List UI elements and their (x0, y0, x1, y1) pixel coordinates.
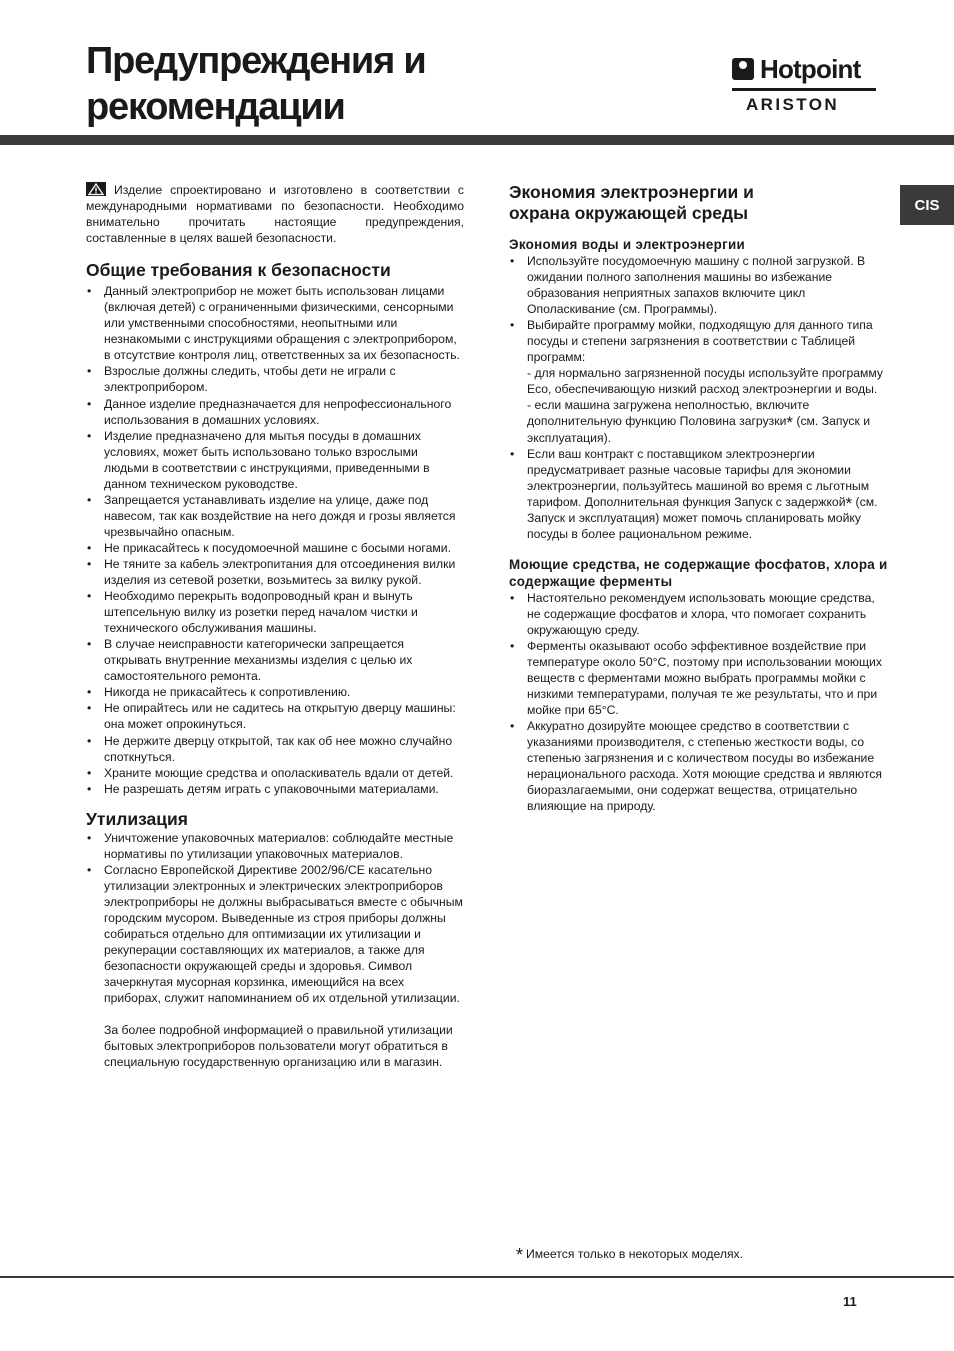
half-load-text: - если машина загружена неполностью, включите дополнительную функцию Половина загрузки (527, 398, 810, 429)
safety-list (86, 283, 464, 797)
eco-heading (509, 182, 889, 224)
list-item: • Не разрешать детям играть с упаковочными материалами. (86, 781, 464, 797)
safety-heading: Общие требования к безопасности (86, 260, 391, 281)
disposal-directive-text: Согласно Европейской Директиве 2002/96/CE касательно утилизации электронных и электрических электроприборов электроприборы не должны выбрасываться вместе с обычным городским мусором. Выведенные из строя приборы должны собираться отдельно для оптимизации их утилизации и рекуперации составляющих их материалов, а также для безопасности окружающей среды и здоровья. Символ зачеркнутая мусорная корзинка, имеющийся на всех приборах, служит напоминанием об их отдельной утилизации. (104, 862, 463, 1006)
footnote (516, 1246, 743, 1263)
list-item: • Не опирайтесь или не садитесь на открытую дверцу машины: она может опрокинуться. (86, 700, 464, 732)
detergent-list (509, 590, 889, 815)
intro-text: Изделие спроектировано и изготовлено в соответствии с международными нормативами по безопасности. Необходимо внимательно прочитать настоящие предупреждения, составленные в целях вашей безопасности. (86, 183, 464, 246)
logo-divider (732, 88, 876, 91)
list-item: • Никогда не прикасайтесь к сопротивлению. (86, 684, 464, 700)
left-column (86, 182, 464, 1070)
list-item: • Изделие предназначено для мытья посуды в домашних условиях, может быть использовано только взрослыми людьми в соответствии с инструкциями, приведенными в данном техническом руководстве. (86, 428, 464, 492)
eco-program-text: - для нормально загрязненной посуды используйте программу Eco, обеспечивающую низкий расход электроэнергии и воды. (527, 366, 884, 397)
list-item: • Данный электроприбор не может быть использован лицами (включая детей) с ограниченными физическими, сенсорными или умственными способностями, неопытными или незнакомыми с инструкциями обращения с электроприбором, в отсутствие контроля лиц, ответственных за их безопасность. (86, 283, 464, 363)
list-item: • Используйте посудомоечную машину с полной загрузкой. В ожидании полного заполнения машины во избежание образования неприятных запахов включите цикл Ополаскивание (см. Программы). (509, 253, 889, 317)
list-item (509, 317, 889, 445)
page-title (86, 38, 426, 130)
hotpoint-logo-icon (732, 58, 754, 80)
program-select-text: Выбирайте программу мойки, подходящую для данного типа посуды и степени загрязнения в соответствии с Таблицей программ: (527, 318, 873, 365)
list-item: • Не держите дверцу открытой, так как об нее можно случайно споткнуться. (86, 733, 464, 765)
list-item: • Запрещается устанавливать изделие на улице, даже под навесом, так как воздействие на него дождя и грозы является чрезвычайно опасным. (86, 492, 464, 540)
list-item: • Уничтожение упаковочных материалов: соблюдайте местные нормативы по утилизации упаковочных материалов. (86, 830, 464, 862)
footnote-text: Имеется только в некоторых моделях. (526, 1247, 744, 1261)
logo-brand-text: Hotpoint (760, 54, 861, 84)
warning-triangle-icon (86, 182, 106, 196)
list-item: • Храните моющие средства и ополаскиватель вдали от детей. (86, 765, 464, 781)
list-item: • Необходимо перекрыть водопроводный кран и вынуть штепсельную вилку из розетки перед началом чистки и технического обслуживания машины. (86, 588, 464, 636)
list-item: • Ферменты оказывают особо эффективное воздействие при температуре около 50°C, поэтому при использовании моющих веществ с ферментами можно выбрать программы мойки с низкими температурами, получая те же результаты, что и при мойке при 65°C. (509, 638, 889, 718)
footnote-asterisk: * (516, 1245, 524, 1265)
disposal-info-text: За более подробной информацией о правильной утилизации бытовых электроприборов пользователи могут обратиться в специальную государственную организацию или в магазин. (104, 1023, 453, 1070)
list-item: • В случае неисправности категорически запрещается открывать внутренние механизмы изделия с целью их самостоятельного ремонта. (86, 636, 464, 684)
delay-start-text: (см. Запуск и эксплуатация) может помочь спланировать мойку посуды в более рациональном режиме. (527, 494, 878, 541)
language-tab: CIS (900, 185, 954, 225)
list-item (86, 862, 464, 1071)
disposal-heading: Утилизация (86, 808, 189, 829)
list-item: • Не тяните за кабель электропитания для отсоединения вилки изделия из сетевой розетки, возьмитесь за вилку рукой. (86, 556, 464, 588)
list-item: • Взрослые должны следить, чтобы дети не играли с электроприбором. (86, 363, 464, 395)
list-item (509, 446, 889, 542)
header-divider-bar (0, 135, 954, 145)
brand-logo (730, 54, 876, 118)
eco-heading-line2: охрана окружающей среды (509, 203, 749, 223)
detergent-subheading: Моющие средства, не содержащие фосфатов, хлора и содержащие ферменты (509, 556, 888, 589)
list-item: • Аккуратно дозируйте моющее средство в соответствии с указаниями производителя, с степенью жесткости воды, со степенью загрязнения и с количеством посуды во избежание нерационального расхода. Хотя моющие средства и являются биоразлагаемыми, они содержат вещества, отрицательно влияющие на природу. (509, 718, 889, 814)
page-title-line2: рекомендации (86, 86, 345, 128)
eco-heading-line1: Экономия электроэнергии и (509, 182, 754, 202)
list-item: • Данное изделие предназначается для непрофессионального использования в домашних условиях. (86, 396, 464, 428)
right-column (509, 182, 889, 815)
tariff-text: Если ваш контракт с поставщиком электроэнергии предусматривает разные часовые тарифы для экономии электроэнергии, пользуйтесь машиной во время с льготным тарифом. Дополнительная функция Запуск с задержкой (527, 446, 870, 509)
footer-divider (0, 1276, 954, 1278)
page-number: 11 (843, 1294, 857, 1309)
disposal-list (86, 830, 464, 1071)
list-item: • Не прикасайтесь к посудомоечной машине с босыми ногами. (86, 540, 464, 556)
water-energy-subheading: Экономия воды и электроэнергии (509, 237, 746, 252)
half-load-ref-text: (см. Запуск и эксплуатация). (527, 414, 871, 445)
paragraph-gap (104, 1006, 464, 1022)
list-item: • Настоятельно рекомендуем использовать моющие средства, не содержащие фосфатов и хлора, что помогает сохранить окружающую среду. (509, 590, 889, 638)
intro-paragraph (86, 182, 464, 246)
asterisk-mark: * (786, 413, 794, 433)
logo-sub-text: ARISTON (746, 95, 839, 114)
water-energy-list (509, 253, 889, 542)
page-title-line1: Предупреждения и (86, 40, 426, 82)
asterisk-mark: * (845, 493, 853, 513)
